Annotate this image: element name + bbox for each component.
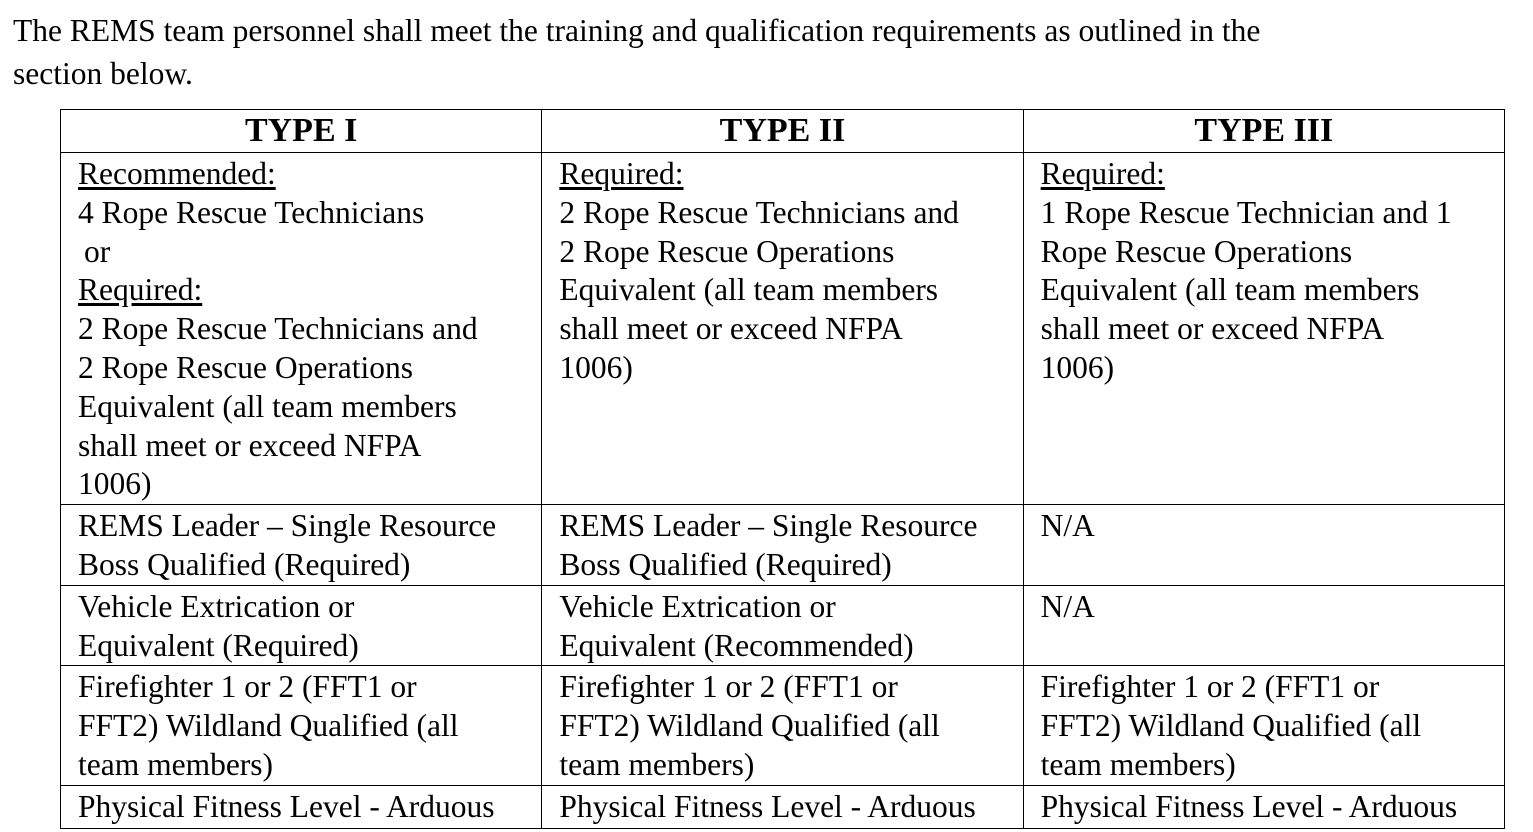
cell-line: REMS Leader – Single Resource bbox=[78, 508, 497, 544]
cell-line: Equivalent (all team members bbox=[78, 388, 457, 424]
cell-line: team members) bbox=[78, 746, 274, 782]
cell-line: FFT2) Wildland Qualified (all bbox=[559, 708, 940, 744]
cell-line: 1006) bbox=[78, 466, 152, 502]
cell-line: team members) bbox=[559, 746, 755, 782]
cell-line: Boss Qualified (Required) bbox=[559, 546, 892, 582]
header-type-2: TYPE II bbox=[542, 110, 1023, 153]
cell-type-3 bbox=[1023, 505, 1504, 586]
cell-type-3: Physical Fitness Level - Arduous bbox=[1023, 785, 1504, 828]
header-type-3: TYPE III bbox=[1023, 110, 1504, 153]
cell-type-1 bbox=[61, 505, 542, 586]
cell-line: Equivalent (Recommended) bbox=[559, 627, 914, 663]
header-type-1: TYPE I bbox=[61, 110, 542, 153]
cell-line: 2 Rope Rescue Operations bbox=[559, 233, 895, 269]
table-row-rope-rescue bbox=[61, 153, 1505, 505]
cell-line: N/A bbox=[1040, 508, 1095, 544]
cell-type-3 bbox=[1023, 153, 1504, 505]
cell-line: 1006) bbox=[1040, 349, 1115, 385]
cell-line: Firefighter 1 or 2 (FFT1 or bbox=[559, 669, 898, 705]
cell-type-2 bbox=[542, 666, 1023, 785]
cell-line: Vehicle Extrication or bbox=[559, 588, 836, 624]
cell-line: 2 Rope Rescue Technicians and bbox=[78, 311, 478, 347]
intro-line: The REMS team personnel shall meet the training and qualification requirements as outlined in the bbox=[13, 13, 1261, 48]
cell-line: Firefighter 1 or 2 (FFT1 or bbox=[78, 669, 417, 705]
cell-line: team members) bbox=[1040, 746, 1236, 782]
cell-type-1 bbox=[61, 585, 542, 666]
cell-type-3 bbox=[1023, 666, 1504, 785]
cell-line: FFT2) Wildland Qualified (all bbox=[1040, 708, 1422, 744]
requirements-table bbox=[60, 109, 1505, 829]
cell-type-1 bbox=[61, 153, 542, 505]
required-label: Required: bbox=[1040, 156, 1165, 191]
cell-line: Rope Rescue Operations bbox=[1040, 233, 1353, 269]
cell-line: Vehicle Extrication or bbox=[78, 588, 355, 624]
cell-line: 2 Rope Rescue Operations bbox=[78, 349, 414, 385]
cell-type-1 bbox=[61, 666, 542, 785]
or-text: or bbox=[84, 233, 111, 269]
table-row-vehicle-extrication bbox=[61, 585, 1505, 666]
table-header-row bbox=[61, 110, 1505, 153]
cell-type-1: Physical Fitness Level - Arduous bbox=[61, 785, 542, 828]
intro-paragraph bbox=[13, 9, 1513, 95]
cell-line: 1 Rope Rescue Technician and 1 bbox=[1040, 194, 1452, 230]
cell-line: REMS Leader – Single Resource bbox=[559, 508, 978, 544]
cell-type-2 bbox=[542, 505, 1023, 586]
cell-line: Equivalent (all team members bbox=[559, 272, 939, 308]
required-label: Required: bbox=[78, 272, 203, 308]
cell-line: Equivalent (Required) bbox=[78, 627, 359, 663]
cell-line: N/A bbox=[1040, 588, 1095, 624]
cell-line: shall meet or exceed NFPA bbox=[78, 427, 422, 463]
cell-line: 2 Rope Rescue Technicians and bbox=[559, 194, 959, 230]
table-row-firefighter bbox=[61, 666, 1505, 785]
cell-line: 1006) bbox=[559, 349, 633, 385]
cell-line: Firefighter 1 or 2 (FFT1 or bbox=[1040, 669, 1380, 705]
cell-type-2 bbox=[542, 585, 1023, 666]
cell-line: FFT2) Wildland Qualified (all bbox=[78, 708, 459, 744]
cell-line: Boss Qualified (Required) bbox=[78, 546, 411, 582]
cell-type-2 bbox=[542, 153, 1023, 505]
required-label: Required: bbox=[559, 156, 684, 191]
cell-type-3 bbox=[1023, 585, 1504, 666]
recommended-label: Recommended: bbox=[78, 156, 276, 191]
cell-line: 4 Rope Rescue Technicians bbox=[78, 194, 425, 230]
intro-line: section below. bbox=[13, 56, 193, 91]
table-row-rems-leader bbox=[61, 505, 1505, 586]
cell-type-2: Physical Fitness Level - Arduous bbox=[542, 785, 1023, 828]
cell-line: shall meet or exceed NFPA bbox=[1040, 311, 1385, 347]
cell-line: Equivalent (all team members bbox=[1040, 272, 1420, 308]
table-row-physical-fitness bbox=[61, 785, 1505, 828]
cell-line: shall meet or exceed NFPA bbox=[559, 311, 903, 347]
